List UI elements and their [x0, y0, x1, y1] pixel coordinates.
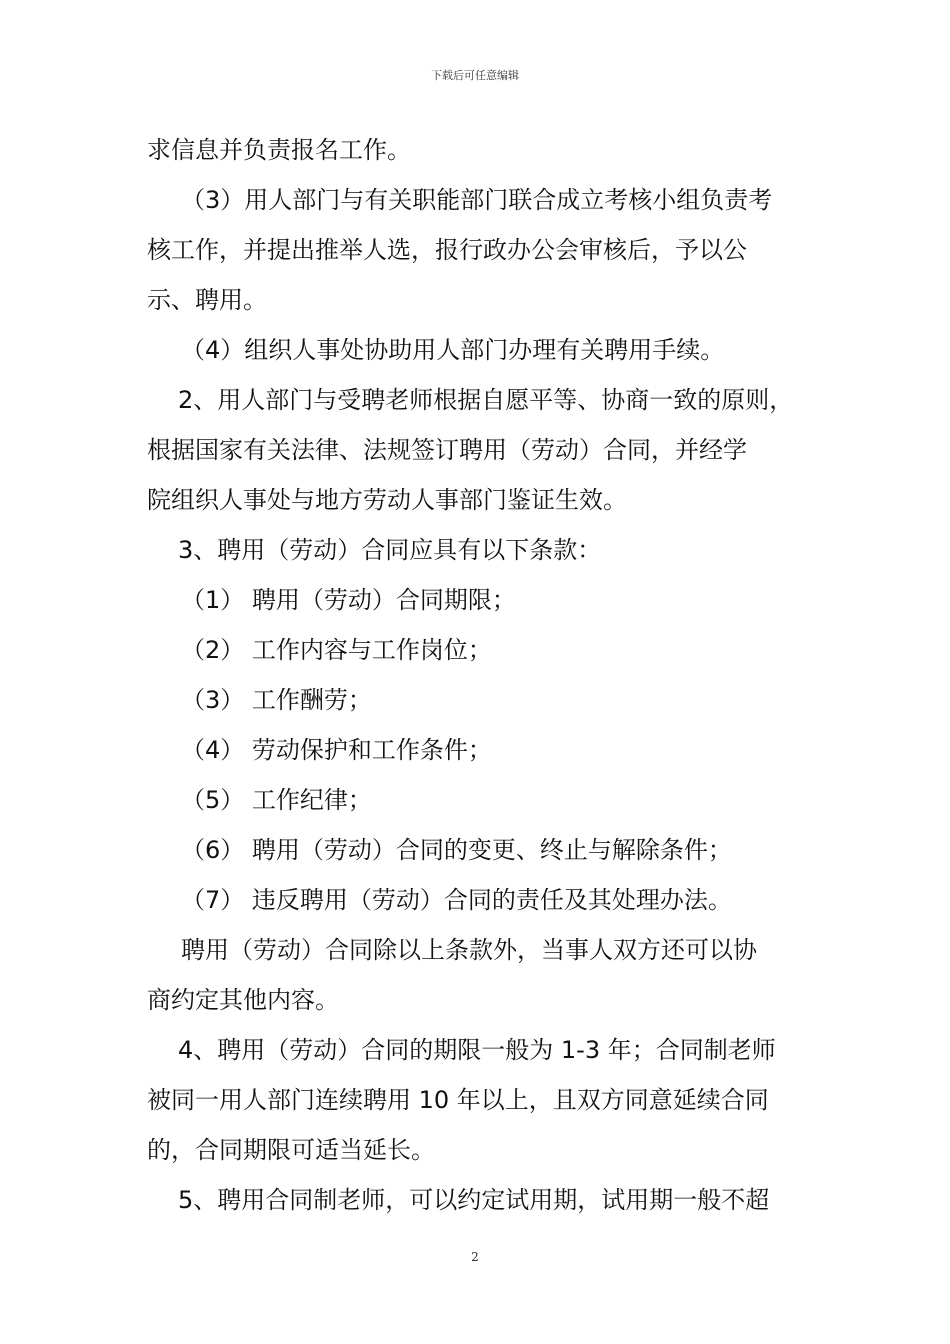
body-line: 3、聘用（劳动）合同应具有以下条款：	[178, 536, 602, 564]
list-item: （2） 工作内容与工作岗位；	[181, 636, 492, 664]
list-item: （1） 聘用（劳动）合同期限；	[181, 586, 516, 614]
body-line: （4）组织人事处协助用人部门办理有关聘用手续。	[181, 336, 725, 364]
list-item: （3） 工作酬劳；	[181, 686, 372, 714]
body-line: 院组织人事处与地方劳动人事部门鉴证生效。	[147, 486, 627, 514]
body-line: （3）用人部门与有关职能部门联合成立考核小组负责考	[181, 186, 773, 214]
body-line: 根据国家有关法律、法规签订聘用（劳动）合同，并经学	[147, 436, 747, 464]
body-line: 被同一用人部门连续聘用 10 年以上，且双方同意延续合同	[147, 1086, 769, 1114]
list-item: （6） 聘用（劳动）合同的变更、终止与解除条件；	[181, 836, 732, 864]
list-item: （4） 劳动保护和工作条件；	[181, 736, 492, 764]
body-line: 核工作，并提出推举人选，报行政办公会审核后，予以公	[147, 236, 747, 264]
list-item: （5） 工作纪律；	[181, 786, 372, 814]
body-line: 商约定其他内容。	[147, 986, 339, 1014]
page-header: 下载后可任意编辑	[431, 69, 519, 82]
body-line: 聘用（劳动）合同除以上条款外，当事人双方还可以协	[181, 936, 757, 964]
page-number: 2	[471, 1250, 479, 1264]
body-line: 示、聘用。	[147, 286, 267, 314]
body-line: 求信息并负责报名工作。	[147, 136, 411, 164]
list-item: （7） 违反聘用（劳动）合同的责任及其处理办法。	[181, 886, 732, 914]
body-line: 2、用人部门与受聘老师根据自愿平等、协商一致的原则，	[178, 386, 794, 414]
body-line: 的，合同期限可适当延长。	[147, 1136, 435, 1164]
body-line: 5、聘用合同制老师，可以约定试用期，试用期一般不超	[178, 1186, 770, 1214]
body-line: 4、聘用（劳动）合同的期限一般为 1-3 年；合同制老师	[178, 1036, 776, 1064]
